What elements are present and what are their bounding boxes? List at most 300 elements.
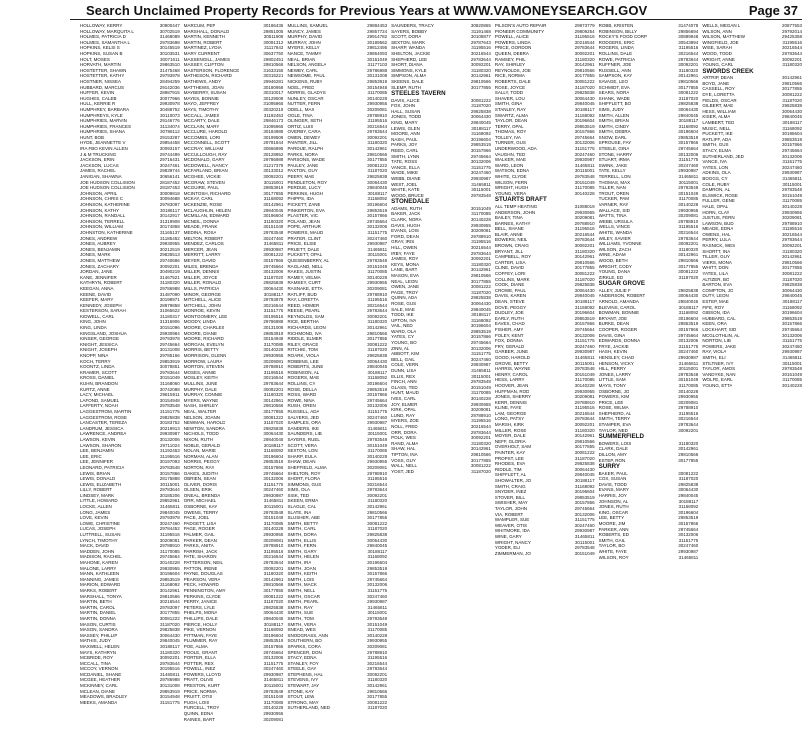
owner-name: SMITH, BETTY: [287, 520, 319, 526]
property-id: 29788910: [782, 220, 803, 226]
property-id: 29853519: [574, 494, 595, 500]
property-id: 30140228: [678, 388, 699, 394]
property-id: 30081222: [678, 269, 699, 275]
owner-name: MAHONE, KAREN: [80, 560, 118, 565]
property-id: 31170085: [678, 196, 699, 202]
property-id: 30666895: [263, 146, 284, 152]
owner-name: PARRISH, JACK: [183, 548, 218, 554]
owner-name: RHODES, EVA: [494, 461, 526, 467]
property-id: 30188117: [678, 118, 699, 124]
owner-name: DYE, LORETTA: [702, 92, 735, 98]
property-id: 31187020: [263, 274, 284, 280]
owner-name: JUSTUS, FERN: [702, 215, 735, 221]
owner-name: SEXTON, MARK: [391, 39, 426, 45]
owner-name: VIERS, MONA: [702, 259, 732, 265]
owner-name: TUCKER, PAM: [598, 196, 630, 202]
owner-name: HENRY, CAROL: [494, 371, 528, 377]
property-id: 29788910: [574, 220, 595, 226]
owner-name: LEE, BETTY: [598, 515, 625, 521]
property-id: 31151775: [678, 157, 699, 163]
property-id: 30196604: [574, 310, 595, 316]
owner-name: PATTERSON, NEIL: [183, 560, 224, 565]
owner-name: IVES, CARL: [391, 396, 416, 401]
property-id: 30081222: [782, 92, 803, 98]
property-id: 31187020: [263, 420, 284, 426]
owner-name: KIRK, OPAL: [391, 407, 416, 413]
property-id: 31170085: [782, 377, 803, 383]
property-id: 31187020: [574, 276, 595, 282]
owner-name: RAY, LORETTA: [287, 297, 319, 303]
property-id: 30151049: [470, 384, 491, 390]
owner-name: QUEEN, DEBRA: [494, 50, 529, 56]
property-id: 29783644: [367, 129, 388, 135]
owner-name: LUCAS, JOSEPH: [80, 526, 116, 532]
property-id: 30188117: [471, 125, 491, 131]
property-id: 30151049: [574, 550, 595, 556]
owner-name: PARKS, JOY: [391, 142, 418, 148]
property-id: 29825838: [263, 280, 284, 286]
property-id: 30196604: [367, 381, 388, 386]
owner-name: MCKAY, CARL: [183, 196, 214, 202]
owner-name: SHORT, DIANA: [391, 62, 423, 68]
property-id: 29783548: [159, 403, 180, 409]
property-id: 29825838: [263, 604, 284, 610]
owner-name: KESTERSON, SARAH: [80, 308, 126, 314]
property-id: 30195516: [263, 313, 284, 319]
property-id: 29839744: [159, 168, 180, 174]
property-id: 31195516: [574, 405, 595, 411]
property-id: 29812495: [367, 45, 388, 51]
owner-name: NOBLE, GERALD: [183, 442, 220, 448]
property-id: 30247461: [159, 162, 180, 168]
property-id: 29783644: [574, 45, 595, 51]
property-id: 30081222: [782, 271, 803, 277]
property-id: 29930987: [678, 354, 699, 360]
owner-name: PIERCE, HOLLY: [183, 621, 218, 627]
owner-name: MARSHALL, DONALD: [183, 28, 230, 34]
property-id: 30157866: [678, 326, 699, 332]
property-id: 30132006: [574, 511, 595, 517]
property-id: 31151775: [678, 537, 699, 543]
owner-name: SLAGLE, CAL: [287, 504, 317, 510]
owner-name: MAYS, TONY: [598, 382, 626, 388]
owner-name: MCMILLAN, EDWARD: [183, 213, 230, 219]
property-id: 29930955: [574, 209, 595, 215]
property-id: 29745664: [263, 649, 284, 655]
owner-name: SIMS, JUDY: [598, 106, 624, 112]
owner-name: ELLIS, REX: [391, 373, 416, 379]
property-id: 29810566: [470, 272, 491, 278]
owner-name: SNEAD, WES: [287, 627, 316, 633]
property-id: 30115001: [678, 366, 699, 372]
owner-name: ALL TEMP HEATING: [494, 203, 538, 209]
property-id: 30188117: [263, 442, 284, 448]
property-id: 30092201: [263, 174, 284, 180]
property-id: 29840045: [367, 364, 388, 370]
owner-name: PETERS, LYLE: [183, 604, 215, 610]
owner-name: HARRIS, JOY: [598, 493, 627, 498]
property-id: 29810566: [782, 259, 803, 265]
property-id: 31195516: [471, 45, 491, 51]
owner-name: MELTON, ROBERT: [183, 235, 224, 241]
owner-name: WRIGHT, NANCY: [494, 539, 531, 545]
owner-name: HALE, OPAL: [702, 203, 729, 209]
property-id: 29745664: [678, 526, 699, 532]
owner-name: MULLINS, SAMUEL: [287, 23, 328, 28]
property-id: 30196604: [470, 136, 491, 142]
property-id: 29783548: [782, 366, 803, 372]
property-id: 30157866: [367, 213, 388, 219]
owner-name: PRICE, ELSIE: [287, 241, 317, 247]
property-id: 29840045: [367, 185, 388, 191]
property-id: 29745664: [367, 397, 388, 403]
owner-name: ROBERTS, JUNE: [287, 364, 324, 370]
owner-name: SNYDER, INEZ: [494, 489, 527, 495]
property-id: 30128952: [263, 151, 284, 157]
property-id: 29930955: [367, 280, 388, 286]
owner-name: GOOD, HAROLD: [494, 354, 530, 360]
property-id: 31319908: [159, 218, 180, 224]
owner-name: RITCHIE, TOM: [287, 347, 318, 353]
owner-name: SHAVER, LOU: [494, 95, 525, 101]
owner-name: ROSE, JOYCE: [494, 84, 526, 90]
owner-name: KNIGHT, JOSEPH: [80, 347, 118, 353]
owner-name: SMITH, CINDY: [598, 123, 630, 129]
owner-name: BURKE, DEAN: [598, 321, 630, 327]
owner-name: CLARK, DALE: [598, 446, 628, 452]
property-id: 31187020: [678, 476, 699, 482]
owner-name: RILEY, GRACE: [287, 341, 319, 347]
property-id: 29788910: [678, 218, 699, 224]
property-id: 30157866: [263, 643, 284, 649]
owner-name: FORD, DEAN: [391, 233, 419, 239]
owner-name: POLAND, JEAN: [287, 218, 320, 224]
owner-name: HOLT, MOSES: [80, 56, 110, 62]
owner-name: WHITMORE, IDA: [494, 528, 530, 534]
property-id: 30092201: [470, 435, 491, 441]
owner-name: RUSH, OREN: [287, 403, 316, 409]
property-id: 29783644: [574, 416, 595, 422]
property-id: 30151049: [782, 371, 803, 377]
owner-name: MARTIN, KENNETH: [183, 34, 225, 40]
property-id: 31195516: [678, 45, 699, 51]
property-id: 30142961: [678, 252, 699, 258]
owner-name: MYERS, KELLY: [287, 45, 320, 51]
property-id: 30154948: [159, 694, 180, 700]
owner-name: STRONG, MAY: [287, 699, 319, 705]
owner-name: NORMAN, ALAN: [183, 453, 218, 459]
owner-name: MCCOY, VERNON: [80, 666, 118, 672]
property-id: 30209081: [263, 716, 284, 722]
owner-name: PIKE, VERNON: [183, 627, 216, 633]
property-id: 29853919: [263, 185, 284, 191]
property-id: 31151775: [782, 338, 803, 344]
owner-name: LAWSON, KEVIN: [80, 436, 116, 442]
owner-name: COMPTON, JO: [702, 287, 734, 293]
property-id: 30077966: [159, 95, 180, 101]
property-id: 30092201: [574, 243, 595, 249]
property-id: 30157866: [367, 571, 388, 577]
owner-name: HORVATH, MARTIN: [80, 62, 121, 68]
property-id: 29783548: [782, 187, 803, 193]
owner-name: WELLS, MEGAN L: [702, 23, 741, 28]
owner-name: MUNCY, JAMES: [287, 28, 321, 34]
property-id: 29930955: [263, 532, 284, 538]
owner-name: YATES, LILA: [702, 271, 729, 277]
property-id: 30196604: [782, 131, 803, 137]
owner-name: FOLEY, KENT: [494, 332, 524, 338]
property-id: 29825838: [159, 414, 180, 420]
property-id: 31168092: [678, 504, 699, 510]
property-id: 30247460: [782, 343, 803, 349]
property-id: 30132006: [367, 582, 388, 588]
owner-name: RAND, ALMA: [391, 440, 419, 446]
property-id: 31180317: [160, 313, 180, 319]
property-id: 30081222: [470, 463, 491, 469]
property-id: 29788910: [367, 291, 388, 297]
owner-name: PAGE, TROY: [391, 289, 419, 295]
owner-name: PERKINS, CLYDE: [183, 593, 221, 599]
owner-name: KERR, DENNIS: [494, 399, 527, 405]
property-id: 29857724: [367, 28, 388, 34]
property-id: 29853519: [263, 638, 284, 644]
owner-name: HOSTETTER, KATHY: [80, 73, 125, 79]
owner-name: ROBBINS, LEE: [287, 358, 319, 364]
owner-name: STAMPER, EVA: [598, 422, 632, 428]
property-id: 30142961: [367, 504, 388, 510]
owner-name: NORTON, RAY: [183, 464, 215, 470]
owner-name: WOLFE, EARL: [702, 377, 733, 383]
owner-name: SMITH, NELL: [287, 587, 316, 593]
owner-name: SHEFFIELD, ALMA: [287, 464, 327, 470]
property-id: 30092201: [263, 386, 284, 392]
owner-name: KNIGHT, JESSICA: [80, 341, 118, 347]
property-id: 30140228: [263, 347, 284, 353]
owner-name: WOOD, BETH: [598, 257, 628, 263]
owner-name: LEE, BENJAMIN: [80, 448, 114, 454]
owner-name: HOOVER, JEAN: [494, 382, 529, 388]
owner-name: MEADOWS, BRADLEY: [80, 694, 128, 700]
owner-name: EDWARDS, DONNA: [598, 338, 641, 344]
property-id: 29783644: [678, 422, 699, 428]
owner-name: MONROE, KEVIN: [183, 308, 220, 314]
property-id: 29825838: [574, 461, 595, 467]
property-id: 29825838: [470, 108, 491, 114]
owner-name: RAY, SHIRLEY: [494, 62, 525, 68]
owner-name: OGLE, TINA: [287, 112, 313, 118]
owner-name: RAMSEY, PHIL: [494, 56, 526, 62]
owner-name: STEELE, GAY: [287, 666, 317, 672]
owner-name: TILLER, GUY: [702, 254, 730, 260]
property-id: 31195516: [678, 410, 699, 416]
property-id: 29853919: [159, 358, 180, 364]
owner-name: STUART, IRMA: [598, 157, 630, 163]
property-id: 29853519: [678, 134, 699, 140]
property-id: 29783644: [782, 50, 803, 56]
owner-name: JONES, ZACHARY: [80, 263, 119, 269]
property-id: 30177855: [782, 265, 803, 271]
property-id: 30129508: [263, 95, 284, 101]
owner-name: VOSS, GUY: [391, 457, 416, 463]
property-id: 30209081: [574, 215, 595, 221]
owner-name: SAYERS, BOBBY: [391, 28, 428, 34]
owner-name: KNOPP, NINA: [80, 353, 109, 359]
property-id: 29853519: [782, 136, 803, 142]
property-id: 29853519: [470, 328, 491, 334]
property-id: 30637750: [263, 50, 284, 56]
property-id: 30081222: [367, 162, 388, 168]
owner-name: WHITE, FAYE: [598, 548, 627, 554]
owner-name: PLASTER, VIC: [287, 213, 318, 219]
property-id: 29930955: [263, 711, 284, 717]
property-id: 30188117: [263, 291, 284, 297]
owner-name: HUNT, BOB: [80, 134, 105, 140]
property-id: 29853519: [263, 459, 284, 465]
owner-name: PHELPS, MONA: [183, 610, 218, 616]
owner-name: HASH, KEVIN: [598, 349, 628, 355]
owner-name: MCCALL, TINA: [80, 660, 111, 666]
owner-name: JOHNSON, APRIL: [80, 190, 118, 196]
property-id: 30216544: [782, 231, 803, 237]
property-id: 30209081: [367, 643, 388, 649]
owner-name: SMITH, GARY: [287, 548, 317, 554]
property-id: 30157866: [159, 470, 180, 476]
owner-name: SHARP, WANDA: [391, 45, 426, 51]
owner-name: MENDEZ, CARLOS: [183, 241, 224, 247]
property-id: 29783644: [782, 237, 803, 243]
property-id: 31151775: [367, 587, 388, 593]
property-id: 31165137: [160, 229, 180, 235]
owner-name: NOLAN, MARIE: [183, 448, 216, 454]
property-id: 30142961: [782, 75, 803, 81]
owner-name: LONG, PATSY: [494, 416, 525, 422]
property-id: 30247460: [367, 414, 388, 420]
property-id: 29810566: [367, 151, 388, 157]
property-id: 29846173: [263, 118, 284, 124]
owner-name: GLASS, TED: [391, 384, 418, 390]
property-id: 29783548: [263, 688, 284, 694]
property-record-row: [495, 551, 595, 557]
property-id: 29825838: [678, 287, 699, 293]
owner-name: JOE HUDSON COLLISION: [80, 179, 135, 185]
property-id: 30216544: [678, 416, 699, 422]
property-id: 30092201: [678, 241, 699, 247]
owner-name: OSBORNE, JO: [598, 388, 630, 394]
owner-name: SHARP, EULA: [287, 453, 317, 459]
property-id: 29783548: [470, 379, 491, 385]
owner-name: LYNCH, TIMOTHY: [80, 537, 118, 543]
owner-name: WATSON, EDNA: [494, 168, 530, 174]
property-id: 30140228: [782, 382, 803, 388]
property-id: 30188117: [367, 369, 388, 375]
owner-name: ZIRKLE, ED: [598, 274, 624, 280]
property-id: 29825838: [574, 282, 595, 288]
owner-name: HUBBARD, CAL: [702, 315, 736, 321]
owner-name: MOSES, ANNIE: [183, 369, 216, 375]
property-id: 30209081: [470, 407, 491, 413]
owner-name: NOEL, FRED: [287, 84, 315, 90]
owner-name: TODD, IKE: [391, 312, 414, 318]
property-id: 30145519: [159, 45, 180, 51]
property-id: 31195516: [471, 239, 491, 245]
owner-name: MARCUM, PEP: [183, 23, 216, 28]
property-id: 29783097: [159, 604, 180, 610]
owner-name: ROBERTS, DALE: [494, 78, 531, 84]
owner-name: DAVIS, GINA: [598, 332, 626, 338]
owner-name: MCGRAW, STEVEN: [183, 179, 225, 185]
owner-name: PRICE, NORMA: [183, 688, 217, 694]
property-id: 30788112: [160, 129, 180, 135]
property-id: 29783548: [574, 545, 595, 551]
property-id: 31168092: [574, 483, 595, 489]
owner-name: LEE, JENNIFER: [80, 459, 114, 465]
owner-name: TATE, ROSS: [391, 159, 418, 165]
property-id: 30151049: [367, 263, 388, 269]
owner-name: WALL, NELL: [391, 463, 418, 469]
owner-name: WINGFIELD, JOE: [702, 39, 739, 45]
owner-name: NEWMAN, HAROLD: [183, 420, 226, 426]
property-id: 29745664: [574, 505, 595, 511]
owner-name: LEWIS, ELIZABETH: [80, 481, 122, 487]
owner-name: PADGETT, LISA: [183, 520, 217, 526]
property-id: 31180320: [367, 319, 388, 325]
property-id: 29745664: [470, 153, 491, 159]
property-id: 29930987: [263, 246, 284, 252]
owner-name: PROPST, LEE: [494, 455, 524, 461]
owner-name: ARNOLD, AMANDA: [598, 299, 639, 304]
owner-name: FIFE, ROY: [702, 304, 725, 310]
property-id: 30092201: [782, 56, 803, 62]
property-id: 29856694: [678, 28, 699, 34]
property-id: 29825838: [367, 353, 388, 359]
owner-name: YATES, LON: [702, 164, 729, 170]
owner-name: MCGLOTHLIN, AL: [702, 332, 740, 338]
property-id: 30142961: [263, 576, 284, 582]
property-id: 31187020: [263, 599, 284, 605]
owner-name: DAVIS, HUGH: [391, 222, 421, 228]
property-id: 30820865: [470, 23, 491, 28]
property-id: 30115001: [367, 252, 388, 258]
owner-name: MADISON, RACHEL: [80, 554, 122, 560]
property-id: 29930955: [782, 209, 803, 215]
owner-name: KEENE, DAVID: [80, 291, 112, 297]
property-id: 31170085: [678, 382, 699, 388]
owner-name: PERKINS, HUGH: [287, 190, 323, 196]
property-id: 31170085: [471, 390, 491, 396]
owner-name: SMITH, MACK: [287, 582, 317, 588]
owner-name: MURPHY, DAVID: [287, 34, 323, 40]
property-id: 31195516: [574, 226, 595, 232]
owner-name: OWENS, HAL: [702, 231, 731, 237]
property-id: 28494259: [159, 78, 180, 84]
owner-name: SHEPHERD, LEE: [391, 56, 428, 62]
owner-name: MATHESON, RICHARD: [183, 73, 232, 79]
owner-name: SMITH, FERN: [287, 543, 317, 549]
owner-name: MARY CURRENT: [183, 50, 220, 56]
owner-name: KLINE, FAYE: [494, 405, 522, 411]
property-id: 31168092: [367, 196, 388, 202]
property-id: 29802451: [263, 56, 284, 62]
owner-name: ROLLINS, CY: [287, 381, 316, 386]
owner-name: MITCHELL, ALICE: [183, 297, 222, 303]
owner-name: RIDDLE, ELMER: [287, 336, 322, 342]
property-id: 29810566: [367, 509, 388, 515]
owner-name: BOYD, JANE: [702, 80, 730, 86]
property-id: 30140228: [574, 190, 595, 196]
property-id: 31465811: [160, 504, 180, 510]
property-id: 31187020: [471, 103, 491, 109]
owner-name: JONES, MARK: [80, 252, 111, 258]
